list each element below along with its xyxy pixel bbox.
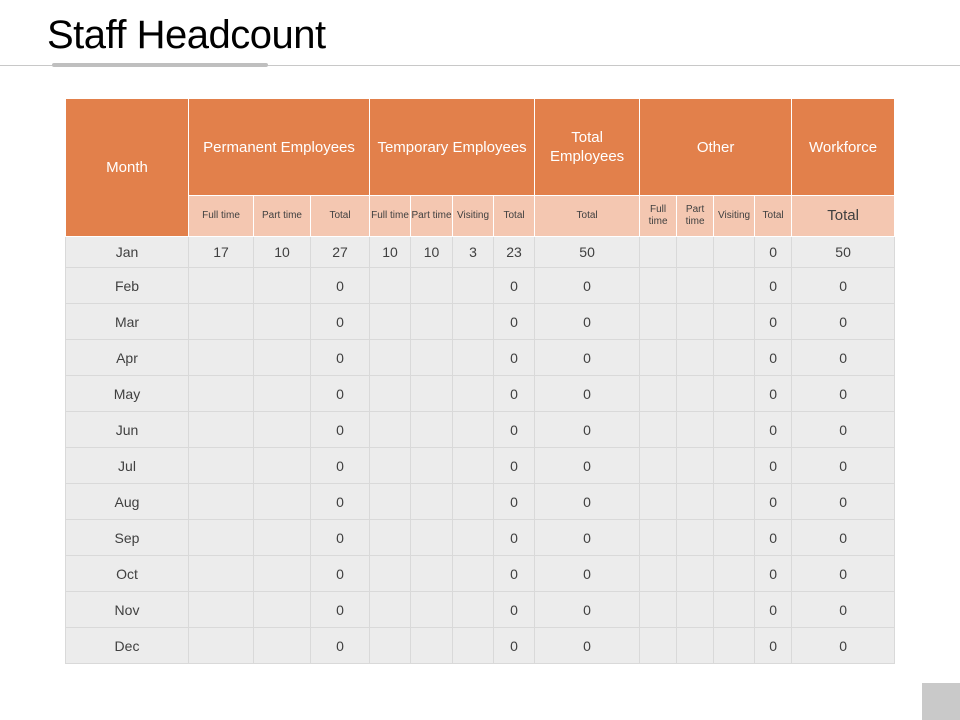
workforce-total-cell: 0 — [792, 520, 895, 556]
other-total-cell: 0 — [755, 340, 792, 376]
perm-total-cell: 0 — [311, 304, 370, 340]
table-row — [66, 376, 895, 412]
other-visiting-cell — [714, 448, 755, 484]
temp-visiting-cell — [453, 484, 494, 520]
temp-visiting-cell: 3 — [453, 237, 494, 268]
table-row — [66, 268, 895, 304]
perm-part-time-cell — [254, 448, 311, 484]
workforce-total-cell: 0 — [792, 628, 895, 664]
perm-full-time-cell — [189, 556, 254, 592]
month-cell: Sep — [66, 520, 189, 556]
temporary-employees-header: Temporary Employees — [370, 99, 535, 196]
month-cell: Jul — [66, 448, 189, 484]
total-employees-cell: 0 — [535, 412, 640, 448]
perm-full-time-cell — [189, 376, 254, 412]
other-visiting-cell — [714, 268, 755, 304]
temp-part-time-cell — [411, 304, 453, 340]
temp-total-cell: 0 — [494, 592, 535, 628]
total-employees-cell: 0 — [535, 556, 640, 592]
other-total-header: Total — [755, 196, 792, 237]
perm-full-time-cell — [189, 520, 254, 556]
other-header: Other — [640, 99, 792, 196]
temp-visiting-cell — [453, 448, 494, 484]
temp-full-time-cell — [370, 376, 411, 412]
other-total-cell: 0 — [755, 237, 792, 268]
temp-total-cell: 0 — [494, 268, 535, 304]
other-part-time-cell — [677, 304, 714, 340]
perm-part-time-cell — [254, 340, 311, 376]
table-row — [66, 448, 895, 484]
temp-part-time-cell — [411, 340, 453, 376]
perm-full-time-cell — [189, 304, 254, 340]
other-part-time-cell — [677, 592, 714, 628]
perm-full-time-cell — [189, 340, 254, 376]
month-cell: Nov — [66, 592, 189, 628]
temp-total-cell: 0 — [494, 304, 535, 340]
other-part-time-cell — [677, 376, 714, 412]
temp-visiting-header: Visiting — [453, 196, 494, 237]
other-total-cell: 0 — [755, 412, 792, 448]
perm-total-cell: 0 — [311, 592, 370, 628]
other-total-cell: 0 — [755, 592, 792, 628]
workforce-total-cell: 0 — [792, 592, 895, 628]
other-full-time-cell — [640, 237, 677, 268]
other-full-time-cell — [640, 412, 677, 448]
temp-part-time-cell — [411, 556, 453, 592]
total-employees-cell: 0 — [535, 484, 640, 520]
permanent-employees-header: Permanent Employees — [189, 99, 370, 196]
temp-part-time-cell — [411, 628, 453, 664]
other-visiting-cell — [714, 340, 755, 376]
month-cell: Jan — [66, 237, 189, 268]
temp-full-time-header: Full time — [370, 196, 411, 237]
perm-total-cell: 27 — [311, 237, 370, 268]
temp-full-time-cell — [370, 484, 411, 520]
table-row — [66, 628, 895, 664]
total-employees-cell: 0 — [535, 340, 640, 376]
perm-part-time-header: Part time — [254, 196, 311, 237]
page-title: Staff Headcount — [47, 13, 326, 57]
other-total-cell: 0 — [755, 484, 792, 520]
total-employees-cell: 0 — [535, 304, 640, 340]
perm-full-time-cell — [189, 412, 254, 448]
other-part-time-cell — [677, 340, 714, 376]
workforce-total-cell: 0 — [792, 268, 895, 304]
perm-part-time-cell — [254, 484, 311, 520]
month-cell: Aug — [66, 484, 189, 520]
workforce-total-cell: 0 — [792, 376, 895, 412]
other-total-cell: 0 — [755, 304, 792, 340]
temp-total-cell: 0 — [494, 412, 535, 448]
total-employees-cell: 0 — [535, 268, 640, 304]
table-row — [66, 304, 895, 340]
other-visiting-cell — [714, 520, 755, 556]
headcount-table — [65, 98, 895, 664]
perm-total-cell: 0 — [311, 520, 370, 556]
other-total-cell: 0 — [755, 556, 792, 592]
temp-total-cell: 0 — [494, 340, 535, 376]
workforce-total-cell: 0 — [792, 412, 895, 448]
corner-box — [922, 683, 960, 720]
total-employees-cell: 0 — [535, 376, 640, 412]
temp-full-time-cell — [370, 340, 411, 376]
total-employees-cell: 0 — [535, 628, 640, 664]
workforce-total-cell: 0 — [792, 448, 895, 484]
perm-total-cell: 0 — [311, 484, 370, 520]
perm-part-time-cell — [254, 628, 311, 664]
perm-total-cell: 0 — [311, 376, 370, 412]
total-employees-header: Total Employees — [535, 99, 640, 196]
temp-part-time-header: Part time — [411, 196, 453, 237]
temp-visiting-cell — [453, 628, 494, 664]
temp-full-time-cell — [370, 448, 411, 484]
temp-part-time-cell — [411, 448, 453, 484]
other-full-time-cell — [640, 340, 677, 376]
table-row — [66, 237, 895, 268]
workforce-total-cell: 50 — [792, 237, 895, 268]
table-row — [66, 340, 895, 376]
other-total-cell: 0 — [755, 520, 792, 556]
temp-part-time-cell — [411, 520, 453, 556]
temp-part-time-cell: 10 — [411, 237, 453, 268]
temp-visiting-cell — [453, 592, 494, 628]
perm-full-time-cell — [189, 628, 254, 664]
perm-total-header: Total — [311, 196, 370, 237]
temp-full-time-cell — [370, 628, 411, 664]
month-cell: Dec — [66, 628, 189, 664]
other-visiting-cell — [714, 592, 755, 628]
perm-part-time-cell — [254, 412, 311, 448]
other-part-time-header: Part time — [677, 196, 714, 237]
workforce-total-cell: 0 — [792, 340, 895, 376]
other-visiting-cell — [714, 237, 755, 268]
workforce-total-cell: 0 — [792, 484, 895, 520]
temp-part-time-cell — [411, 484, 453, 520]
table-row — [66, 556, 895, 592]
perm-part-time-cell — [254, 304, 311, 340]
other-full-time-cell — [640, 520, 677, 556]
temp-visiting-cell — [453, 304, 494, 340]
other-full-time-cell — [640, 484, 677, 520]
perm-part-time-cell: 10 — [254, 237, 311, 268]
perm-full-time-cell — [189, 592, 254, 628]
other-full-time-cell — [640, 592, 677, 628]
temp-total-cell: 0 — [494, 484, 535, 520]
other-total-cell: 0 — [755, 628, 792, 664]
other-part-time-cell — [677, 412, 714, 448]
other-full-time-header: Full time — [640, 196, 677, 237]
perm-part-time-cell — [254, 268, 311, 304]
sub-header-row — [66, 196, 895, 237]
temp-part-time-cell — [411, 376, 453, 412]
other-visiting-cell — [714, 376, 755, 412]
month-cell: Jun — [66, 412, 189, 448]
month-cell: Apr — [66, 340, 189, 376]
temp-total-cell: 23 — [494, 237, 535, 268]
other-total-cell: 0 — [755, 268, 792, 304]
temp-visiting-cell — [453, 556, 494, 592]
table-row — [66, 520, 895, 556]
perm-full-time-cell — [189, 448, 254, 484]
other-full-time-cell — [640, 376, 677, 412]
temp-visiting-cell — [453, 412, 494, 448]
total-employees-cell: 50 — [535, 237, 640, 268]
temp-full-time-cell — [370, 592, 411, 628]
perm-part-time-cell — [254, 556, 311, 592]
workforce-total-cell: 0 — [792, 556, 895, 592]
other-full-time-cell — [640, 628, 677, 664]
other-part-time-cell — [677, 484, 714, 520]
perm-full-time-cell: 17 — [189, 237, 254, 268]
other-part-time-cell — [677, 628, 714, 664]
perm-part-time-cell — [254, 376, 311, 412]
temp-full-time-cell — [370, 556, 411, 592]
temp-full-time-cell — [370, 412, 411, 448]
other-visiting-header: Visiting — [714, 196, 755, 237]
month-cell: Oct — [66, 556, 189, 592]
workforce-total-header: Total — [792, 196, 895, 237]
temp-full-time-cell — [370, 520, 411, 556]
temp-full-time-cell: 10 — [370, 237, 411, 268]
total-employees-cell: 0 — [535, 448, 640, 484]
other-full-time-cell — [640, 268, 677, 304]
workforce-total-cell: 0 — [792, 304, 895, 340]
temp-part-time-cell — [411, 592, 453, 628]
other-visiting-cell — [714, 556, 755, 592]
other-full-time-cell — [640, 556, 677, 592]
month-cell: Feb — [66, 268, 189, 304]
temp-total-cell: 0 — [494, 448, 535, 484]
other-part-time-cell — [677, 556, 714, 592]
perm-total-cell: 0 — [311, 340, 370, 376]
temp-total-header: Total — [494, 196, 535, 237]
other-visiting-cell — [714, 304, 755, 340]
temp-visiting-cell — [453, 520, 494, 556]
temp-total-cell: 0 — [494, 628, 535, 664]
temp-visiting-cell — [453, 340, 494, 376]
total-employees-cell: 0 — [535, 592, 640, 628]
temp-total-cell: 0 — [494, 556, 535, 592]
table-row — [66, 484, 895, 520]
month-header: Month — [66, 99, 189, 237]
other-full-time-cell — [640, 304, 677, 340]
temp-visiting-cell — [453, 268, 494, 304]
perm-part-time-cell — [254, 520, 311, 556]
other-full-time-cell — [640, 448, 677, 484]
table-row — [66, 412, 895, 448]
perm-full-time-header: Full time — [189, 196, 254, 237]
other-total-cell: 0 — [755, 376, 792, 412]
temp-part-time-cell — [411, 268, 453, 304]
table-row — [66, 592, 895, 628]
other-part-time-cell — [677, 448, 714, 484]
temp-total-cell: 0 — [494, 520, 535, 556]
temp-full-time-cell — [370, 304, 411, 340]
other-part-time-cell — [677, 268, 714, 304]
other-part-time-cell — [677, 520, 714, 556]
perm-part-time-cell — [254, 592, 311, 628]
month-cell: Mar — [66, 304, 189, 340]
perm-full-time-cell — [189, 484, 254, 520]
temp-part-time-cell — [411, 412, 453, 448]
perm-total-cell: 0 — [311, 412, 370, 448]
other-visiting-cell — [714, 412, 755, 448]
other-part-time-cell — [677, 237, 714, 268]
temp-full-time-cell — [370, 268, 411, 304]
other-visiting-cell — [714, 484, 755, 520]
other-total-cell: 0 — [755, 448, 792, 484]
perm-total-cell: 0 — [311, 628, 370, 664]
perm-total-cell: 0 — [311, 556, 370, 592]
perm-total-cell: 0 — [311, 268, 370, 304]
perm-total-cell: 0 — [311, 448, 370, 484]
total-employees-sub-header: Total — [535, 196, 640, 237]
other-visiting-cell — [714, 628, 755, 664]
temp-total-cell: 0 — [494, 376, 535, 412]
temp-visiting-cell — [453, 376, 494, 412]
total-employees-cell: 0 — [535, 520, 640, 556]
group-header-row — [66, 99, 895, 196]
month-cell: May — [66, 376, 189, 412]
workforce-header: Workforce — [792, 99, 895, 196]
perm-full-time-cell — [189, 268, 254, 304]
title-underline — [52, 63, 268, 67]
